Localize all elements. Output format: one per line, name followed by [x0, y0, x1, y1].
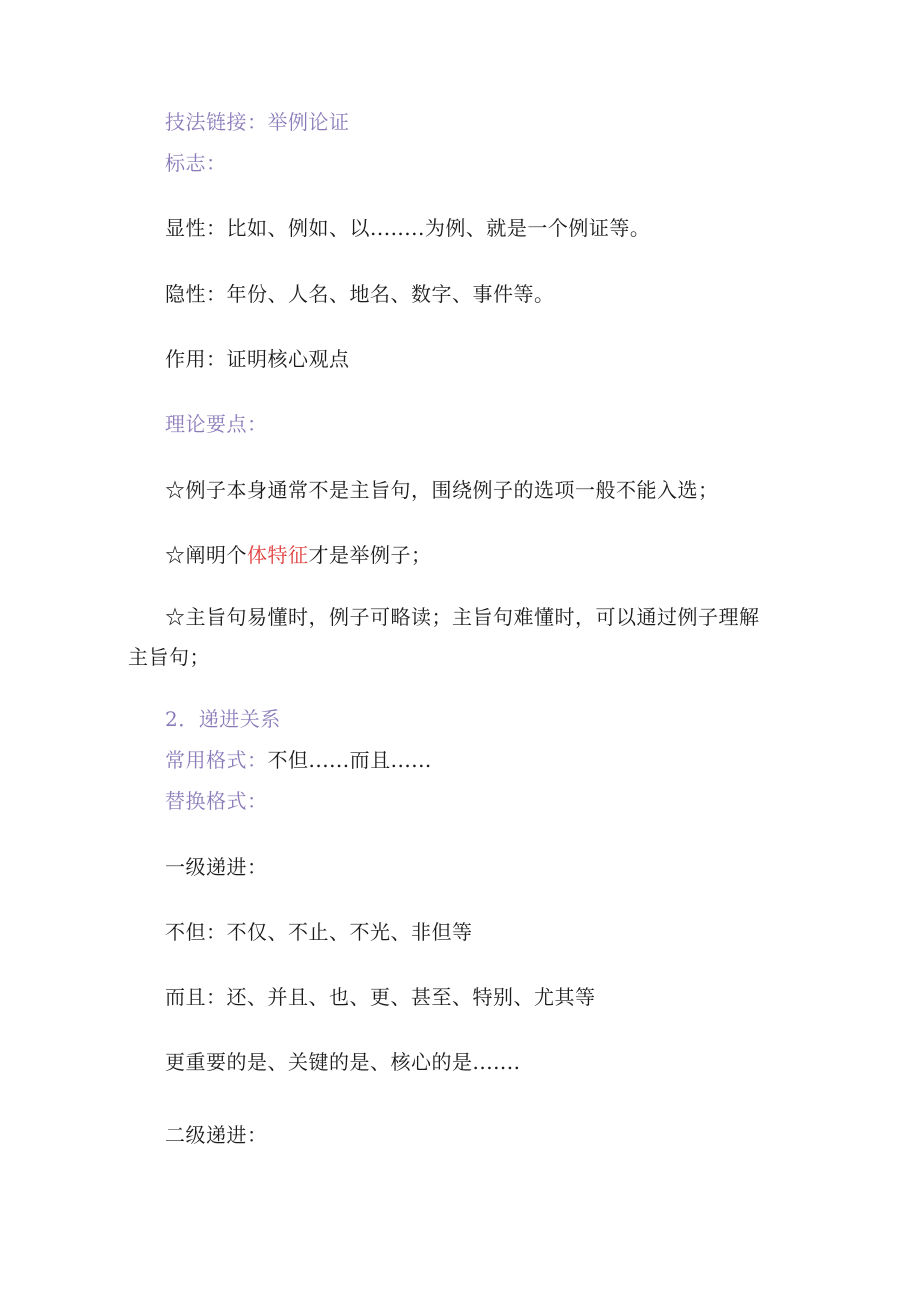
theory-point-1: ☆例子本身通常不是主旨句，围绕例子的选项一般不能入选；	[165, 478, 719, 502]
function-line: 作用：证明核心观点	[165, 347, 350, 371]
technique-link-heading	[165, 108, 350, 136]
technique-link-value: 举例论证	[267, 110, 350, 134]
budan-synonyms-line: 不但：不仅、不止、不光、非但等	[165, 920, 473, 944]
theory-point-3: ☆主旨句易懂时，例子可略读；主旨句难懂时，可以通过例子理解主旨句；	[128, 605, 760, 669]
theory-points-heading: 理论要点：	[165, 412, 268, 436]
erqie-synonyms-line: 而且：还、并且、也、更、甚至、特别、尤其等	[165, 985, 596, 1009]
explicit-marker-line: 显性：比如、例如、以........为例、就是一个例证等。	[165, 216, 651, 240]
common-format-value: 不但......而且......	[267, 748, 432, 772]
implicit-marker-line: 隐性：年份、人名、地名、数字、事件等。	[165, 282, 555, 306]
level-two-heading: 二级递进：	[165, 1123, 268, 1147]
theory-point-2	[165, 541, 432, 569]
common-format-label: 常用格式：	[165, 748, 268, 772]
technique-link-label: 技法链接：	[165, 110, 268, 134]
more-important-line: 更重要的是、关键的是、核心的是.......	[165, 1050, 521, 1074]
progressive-relation-heading: 2．递进关系	[165, 707, 281, 731]
common-format-line	[165, 746, 432, 774]
marker-heading: 标志：	[165, 151, 227, 175]
theory-point-2-part-a: ☆阐明个	[165, 543, 247, 567]
theory-point-2-highlight: 体特征	[247, 543, 309, 567]
replacement-format-heading: 替换格式：	[165, 789, 268, 813]
level-one-heading: 一级递进：	[165, 855, 268, 879]
theory-point-2-part-c: 才是举例子；	[308, 543, 432, 567]
